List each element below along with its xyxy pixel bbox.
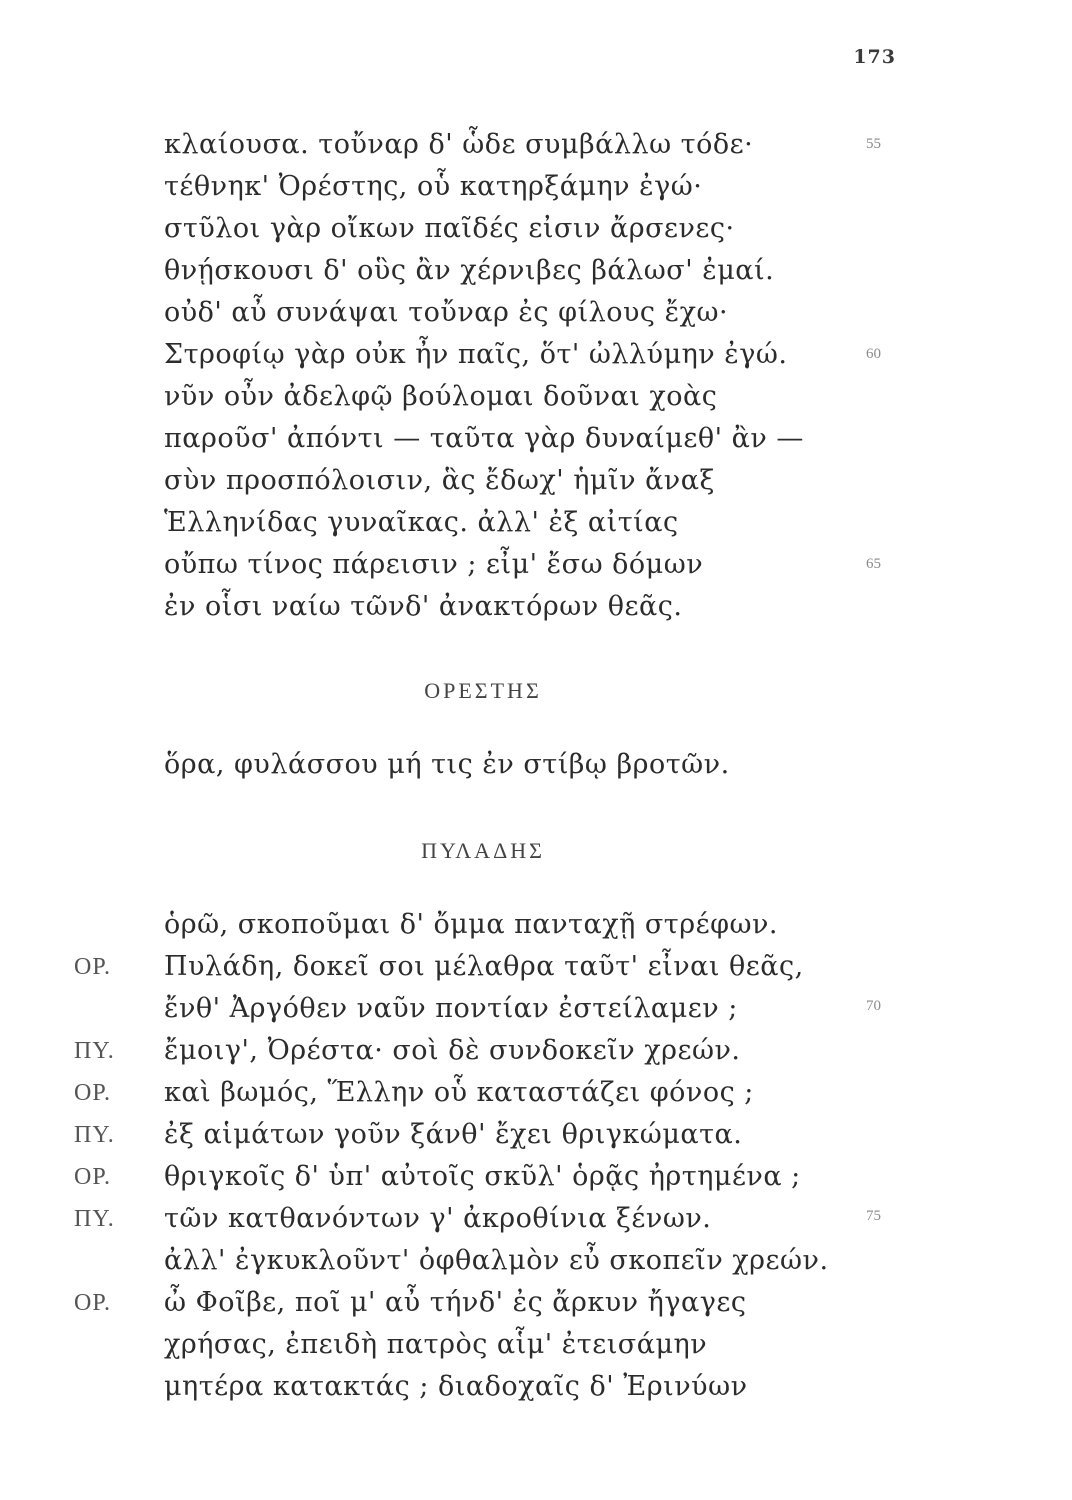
speaker-abbrev: ΠΥ.: [74, 1206, 115, 1232]
verse-line: ὁρῶ, σκοποῦμαι δ' ὄμμα πανταχῇ στρέφων.: [164, 909, 778, 940]
speaker-abbrev: ΟΡ.: [74, 1080, 112, 1106]
verse-line: κλαίουσα. τοὔναρ δ' ὧδε συμβάλλω τόδε·: [164, 129, 754, 160]
verse-line: ἐξ αἱμάτων γοῦν ξάνθ' ἔχει θριγκώματα.: [164, 1119, 743, 1150]
verse-line: οὔπω τίνος πάρεισιν ; εἶμ' ἔσω δόμων: [164, 549, 704, 580]
verse-line: ὦ Φοῖβε, ποῖ μ' αὖ τήνδ' ἐς ἄρκυν ἤγαγες: [164, 1287, 747, 1318]
verse-line: θριγκοῖς δ' ὑπ' αὐτοῖς σκῦλ' ὁρᾷς ἠρτημένα ;: [164, 1161, 801, 1192]
speaker-heading-orestes: ΟΡΕΣΤΗΣ: [424, 678, 542, 703]
speaker-abbrev: ΟΡ.: [74, 1164, 112, 1190]
verse-line: οὐδ' αὖ συνάψαι τοὔναρ ἐς φίλους ἔχω·: [164, 297, 729, 328]
verse-line: χρήσας, ἐπειδὴ πατρὸς αἷμ' ἐτεισάμην: [164, 1329, 708, 1360]
verse-line: ἀλλ' ἐγκυκλοῦντ' ὀφθαλμὸν εὖ σκοπεῖν χρεών.: [164, 1245, 829, 1276]
line-number-70: 70: [866, 998, 881, 1014]
speaker-abbrev: ΠΥ.: [74, 1122, 115, 1148]
verse-line: Πυλάδη, δοκεῖ σοι μέλαθρα ταῦτ' εἶναι θεᾶς,: [164, 951, 804, 982]
verse-line: ὅρα, φυλάσσου μή τις ἐν στίβῳ βροτῶν.: [164, 749, 730, 780]
verse-line: τέθνηκ' Ὀρέστης, οὗ κατηρξάμην ἐγώ·: [164, 171, 703, 202]
line-number-60: 60: [866, 346, 881, 362]
verse-line: τῶν κατθανόντων γ' ἀκροθίνια ξένων.: [164, 1203, 712, 1234]
verse-line: παροῦσ' ἀπόντι — ταῦτα γὰρ δυναίμεθ' ἂν —: [164, 423, 804, 454]
verse-line: ἔνθ' Ἀργόθεν ναῦν ποντίαν ἐστείλαμεν ;: [164, 993, 738, 1024]
line-number-75: 75: [866, 1208, 881, 1224]
line-number-65: 65: [866, 556, 881, 572]
speaker-abbrev: ΟΡ.: [74, 954, 112, 980]
speaker-heading-pylades: ΠΥΛΑΔΗΣ: [421, 838, 545, 863]
line-number-55: 55: [866, 136, 881, 152]
verse-line: καὶ βωμός, Ἕλλην οὗ καταστάζει φόνος ;: [164, 1077, 754, 1108]
verse-line: νῦν οὖν ἀδελφῷ βούλομαι δοῦναι χοὰς: [164, 381, 718, 412]
speaker-abbrev: ΠΥ.: [74, 1038, 115, 1064]
verse-line: Στροφίῳ γὰρ οὐκ ἦν παῖς, ὅτ' ὠλλύμην ἐγώ.: [164, 339, 788, 370]
verse-line: θνῄσκουσι δ' οὓς ἂν χέρνιβες βάλωσ' ἐμαί.: [164, 255, 775, 286]
page-number: 173: [853, 46, 896, 68]
verse-line: ἐν οἷσι ναίω τῶνδ' ἀνακτόρων θεᾶς.: [164, 591, 683, 622]
verse-line: Ἑλληνίδας γυναῖκας. ἀλλ' ἐξ αἰτίας: [164, 507, 679, 538]
verse-line: ἔμοιγ', Ὀρέστα· σοὶ δὲ συνδοκεῖν χρεών.: [164, 1035, 741, 1066]
verse-line: μητέρα κατακτάς ; διαδοχαῖς δ' Ἐρινύων: [164, 1371, 748, 1402]
verse-line: σὺν προσπόλοισιν, ἃς ἔδωχ' ἡμῖν ἄναξ: [164, 465, 715, 496]
speaker-abbrev: ΟΡ.: [74, 1290, 112, 1316]
verse-line: στῦλοι γὰρ οἴκων παῖδές εἰσιν ἄρσενες·: [164, 213, 735, 244]
